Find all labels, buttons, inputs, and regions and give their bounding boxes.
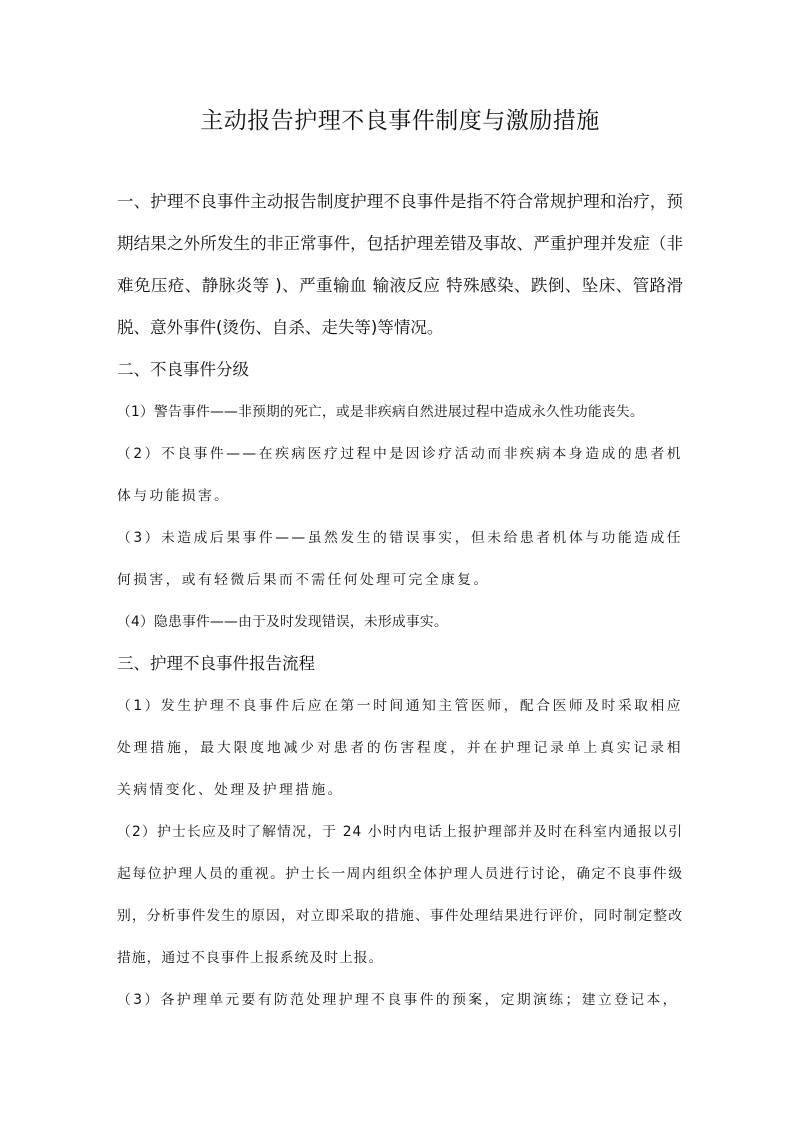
intro-paragraph: 一、护理不良事件主动报告制度护理不良事件是指不符合常规护理和治疗，预期结果之外所发生的非正常事件，包括护理差错及事故、严重护理并发症（非难免压疮、静脉炎等 )、严重输血 输液反应 特殊感染、跌倒、坠床、管路滑脱、意外事件(烫伤、自杀、走失等)等情况。 [117, 192, 683, 337]
grading-item-4: （4）隐患事件——由于及时发现错误，未形成事实。 [117, 614, 448, 630]
grading-item-1: （1）警告事件——非预期的死亡，或是非疾病自然进展过程中造成永久性功能丧失。 [117, 404, 644, 420]
process-item-3: （3）各护理单元要有防范处理护理不良事件的预案，定期演练；建立登记本， [117, 992, 679, 1008]
document-body [117, 181, 683, 1021]
section-heading-grading: 二、不良事件分级 [117, 360, 249, 379]
grading-item-2: （2）不良事件——在疾病医疗过程中是因诊疗活动而非疾病本身造成的患者机体与功能损害。 [117, 446, 683, 504]
process-item-1: （1）发生护理不良事件后应在第一时间通知主管医师，配合医师及时采取相应处理措施，最大限度地减少对患者的伤害程度，并在护理记录单上真实记录相关病情变化、处理及护理措施。 [117, 698, 683, 798]
document-title: 主动报告护理不良事件制度与激励措施 [200, 108, 600, 134]
section-heading-process: 三、护理不良事件报告流程 [117, 654, 315, 673]
process-item-2: （2）护士长应及时了解情况，于 24 小时内电话上报护理部并及时在科室内通报以引起每位护理人员的重视。护士长一周内组织全体护理人员进行讨论，确定不良事件级别，分析事件发生的原因，对立即采取的措施、事件处理结果进行评价，同时制定整改措施，通过不良事件上报系统及时上报。 [117, 824, 683, 966]
grading-item-3: （3）未造成后果事件——虽然发生的错误事实，但未给患者机体与功能造成任何损害，或有轻微后果而不需任何处理可完全康复。 [117, 530, 683, 588]
